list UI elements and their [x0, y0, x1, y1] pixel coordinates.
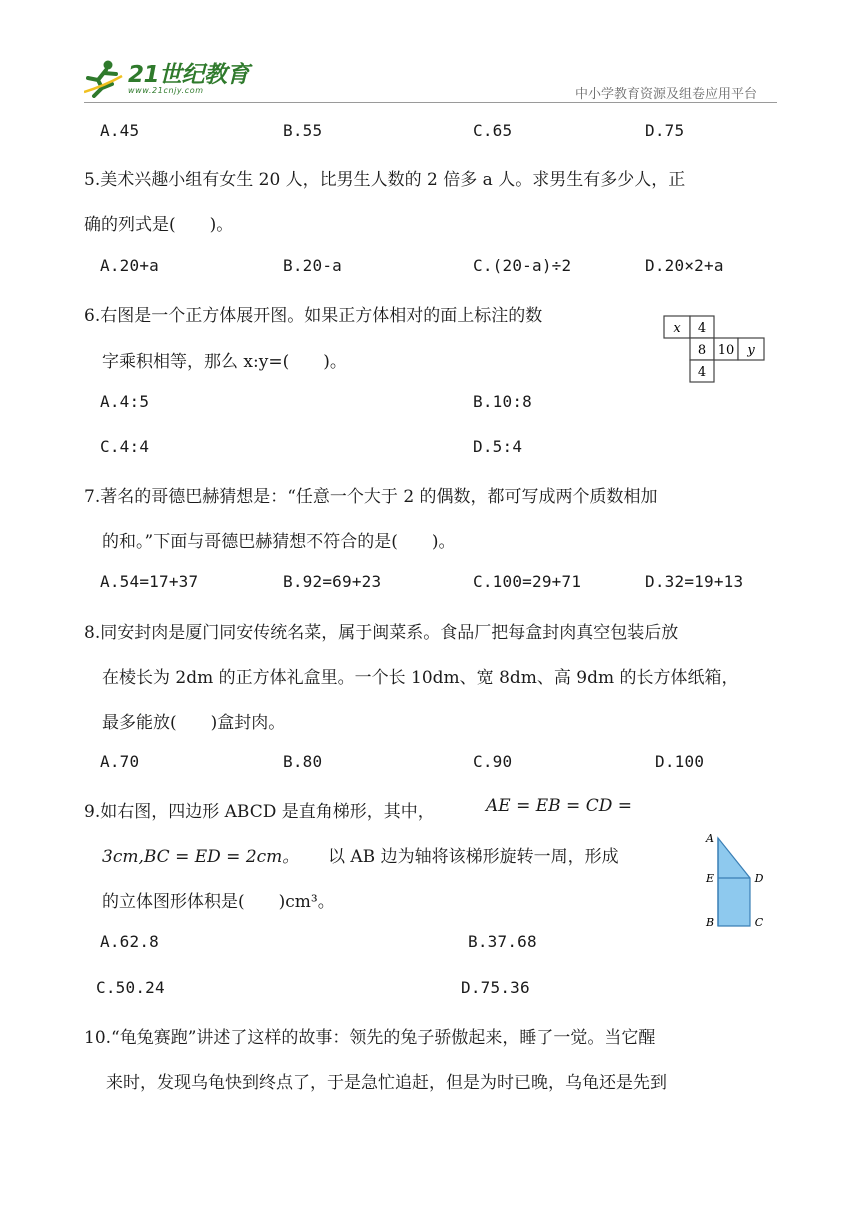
header-divider — [84, 102, 777, 103]
q4-option-a: A.45 — [100, 121, 140, 140]
q9-line-2: 以 AB 边为轴将该梯形旋转一周，形成 — [328, 847, 619, 867]
q4-option-d: D.75 — [645, 121, 685, 140]
q7-line-1: 7.著名的哥德巴赫猜想是：“任意一个大于 2 的偶数，都可写成两个质数相加 — [84, 487, 658, 507]
q8-line-1: 8.同安封肉是厦门同安传统名菜，属于闽菜系。食品厂把每盒封肉真空包装后放 — [84, 623, 679, 643]
q7-option-a: A.54=17+37 — [100, 572, 199, 591]
q7-option-c: C.100=29+71 — [473, 572, 582, 591]
q9-option-c: C.50.24 — [96, 978, 165, 997]
platform-title: 中小学教育资源及组卷应用平台 — [575, 87, 758, 102]
point-d: D — [754, 872, 764, 885]
net-label-top: 4 — [697, 321, 707, 336]
point-a: A — [706, 832, 714, 845]
q6-option-c: C.4:4 — [100, 437, 150, 456]
net-label-y: y — [747, 343, 755, 358]
point-c: C — [754, 916, 764, 929]
trapezoid-shape — [718, 838, 750, 926]
q8-line-2: 在棱长为 2dm 的正方体礼盒里。一个长 10dm、宽 8dm、高 9dm 的长方体纸箱， — [102, 668, 739, 688]
q7-line-2: 的和。”下面与哥德巴赫猜想不符合的是( )。 — [102, 532, 456, 552]
q5-option-c: C.(20-a)÷2 — [473, 256, 572, 275]
q5-option-d: D.20×2+a — [645, 256, 724, 275]
q6-line-2: 字乘积相等，那么 x:y=( )。 — [102, 352, 347, 372]
q9-math-1: AE = EB = CD = — [486, 796, 632, 816]
net-label-bottom: 4 — [697, 365, 707, 380]
q9-line-3: 的立体图形体积是( )cm³。 — [102, 892, 335, 912]
q4-option-b: B.55 — [283, 121, 323, 140]
q9-option-d: D.75.36 — [461, 978, 530, 997]
net-label-x: x — [673, 321, 681, 336]
q9-option-b: B.37.68 — [468, 932, 537, 951]
point-b: B — [705, 916, 715, 929]
q8-option-b: B.80 — [283, 752, 323, 771]
q6-line-1: 6.右图是一个正方体展开图。如果正方体相对的面上标注的数 — [84, 306, 543, 326]
logo-text: 21世纪教育 — [128, 62, 250, 88]
q8-line-3: 最多能放( )盒封肉。 — [102, 713, 286, 733]
q7-option-b: B.92=69+23 — [283, 572, 382, 591]
logo-runner-icon — [84, 58, 124, 98]
q9-line-1: 9.如右图，四边形 ABCD 是直角梯形，其中， — [84, 802, 435, 822]
cube-net-figure — [662, 315, 766, 391]
net-label-mid2: 10 — [717, 343, 735, 358]
q4-option-c: C.65 — [473, 121, 513, 140]
net-label-mid1: 8 — [697, 343, 707, 358]
q6-option-b: B.10:8 — [473, 392, 532, 411]
q5-line-2: 确的列式是( )。 — [84, 215, 234, 235]
logo-url: www.21cnjy.com — [128, 86, 204, 95]
q6-option-d: D.5:4 — [473, 437, 523, 456]
q10-line-2: 来时，发现乌龟快到终点了，于是急忙追赶，但是为时已晚，乌龟还是先到 — [106, 1073, 667, 1093]
trapezoid-figure — [700, 830, 770, 934]
q10-line-1: 10.“龟兔赛跑”讲述了这样的故事：领先的兔子骄傲起来，睡了一觉。当它醒 — [84, 1028, 656, 1048]
q7-option-d: D.32=19+13 — [645, 572, 744, 591]
q8-option-d: D.100 — [655, 752, 705, 771]
q9-option-a: A.62.8 — [100, 932, 159, 951]
q6-option-a: A.4:5 — [100, 392, 150, 411]
point-e: E — [705, 872, 715, 885]
q5-option-a: A.20+a — [100, 256, 159, 275]
q5-option-b: B.20-a — [283, 256, 342, 275]
q5-line-1: 5.美术兴趣小组有女生 20 人，比男生人数的 2 倍多 a 人。求男生有多少人，正 — [84, 170, 686, 190]
q8-option-c: C.90 — [473, 752, 513, 771]
q9-math-2: 3cm,BC = ED = 2cm。 — [102, 847, 300, 867]
q8-option-a: A.70 — [100, 752, 140, 771]
